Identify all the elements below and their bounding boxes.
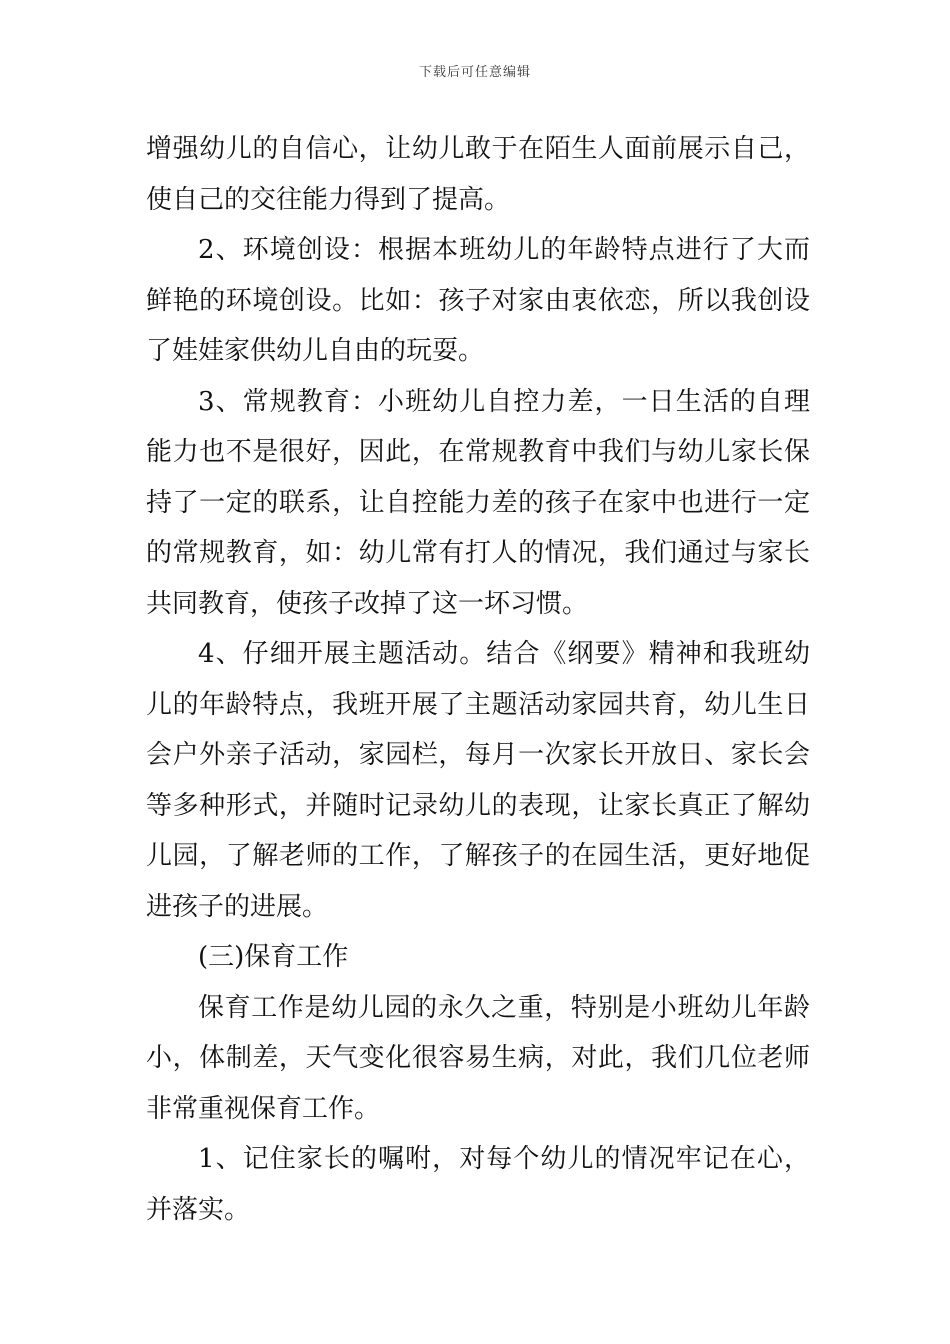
section-heading-childcare: (三)保育工作 — [198, 942, 349, 972]
page-header-note: 下载后可任意编辑 — [418, 65, 531, 80]
paragraph-theme-activities: 4、仔细开展主题活动。结合《纲要》精神和我班幼儿的年龄特点，我班开展了主题活动家园共育，幼儿生日会户外亲子活动，家园栏，每月一次家长开放日、家长会等多种形式，并随时记录幼儿的表现，让家长真正了解幼儿园，了解老师的工作，了解孩子的在园生活，更好地促进孩子的进展。 — [146, 639, 810, 922]
paragraph-routine-education: 3、常规教育：小班幼儿自控力差，一日生活的自理能力也不是很好，因此，在常规教育中我们与幼儿家长保持了一定的联系，让自控能力差的孩子在家中也进行一定的常规教育，如：幼儿常有打人的情况，我们通过与家长共同教育，使孩子改掉了这一坏习惯。 — [146, 386, 810, 619]
paragraph-childcare-intro: 保育工作是幼儿园的永久之重，特别是小班幼儿年龄小，体制差，天气变化很容易生病，对此，我们几位老师非常重视保育工作。 — [146, 992, 810, 1124]
paragraph-continuation: 增强幼儿的自信心，让幼儿敢于在陌生人面前展示自己，使自己的交往能力得到了提高。 — [146, 134, 810, 215]
paragraph-environment-setup: 2、环境创设：根据本班幼儿的年龄特点进行了大而鲜艳的环境创设。比如：孩子对家由衷依恋，所以我创设了娃娃家供幼儿自由的玩耍。 — [146, 235, 810, 366]
document-body — [146, 124, 810, 1235]
paragraph-parent-instructions: 1、记住家长的嘱咐，对每个幼儿的情况牢记在心，并落实。 — [146, 1144, 810, 1225]
